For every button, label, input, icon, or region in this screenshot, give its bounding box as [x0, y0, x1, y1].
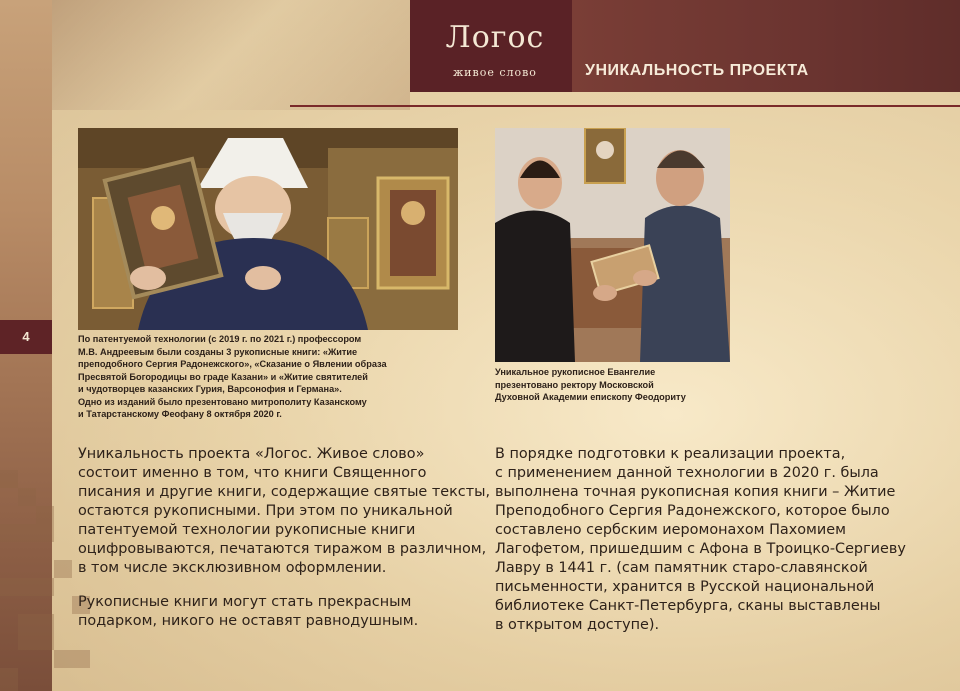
text-line: подарком, никого не оставят равнодушным.: [78, 613, 419, 629]
caption-line: презентовано ректору Московской: [495, 379, 654, 390]
caption-line: и чудотворцев казанских Гурия, Варсонофия и Германа».: [78, 384, 342, 394]
caption-line: Духовной Академии епископу Феодориту: [495, 392, 686, 402]
text-line: Преподобного Сергия Радонежского, которое было: [495, 503, 890, 519]
text-line: патентуемой технологии рукописные книги: [78, 522, 416, 538]
body-paragraph-2: [78, 593, 473, 631]
page-number: 4: [22, 329, 30, 344]
caption-line: Одно из изданий было презентовано митрополиту Казанскому: [78, 396, 367, 407]
text-line: письменности, хранится в Русской национальной: [495, 579, 875, 595]
caption-right: [495, 366, 755, 404]
text-line: составлено сербским иеромонахом Пахомием: [495, 522, 846, 538]
text-line: библиотеке Санкт-Петербурга, сканы выставлены: [495, 598, 881, 614]
logo-title: Логос: [445, 20, 545, 55]
text-line: состоит именно в том, что книги Священного: [78, 465, 427, 481]
text-line: Лавру в 1441 г. (сам памятник старо-славянской: [495, 560, 868, 576]
photo-gospel-presentation: [495, 128, 730, 362]
caption-left: [78, 333, 458, 421]
body-column-right: [495, 445, 915, 635]
body-paragraph-1: [78, 445, 491, 578]
caption-line: М.В. Андреевым были созданы 3 рукописные книги: «Житие: [78, 346, 358, 357]
caption-line: преподобного Сергия Радонежского», «Сказание о Явлении образа: [78, 359, 387, 369]
text-line: Рукописные книги могут стать прекрасным: [78, 594, 412, 610]
caption-line: и Татарстанскому Феофану 8 октября 2020 г.: [78, 409, 282, 419]
body-column-left: [78, 445, 491, 631]
photo-metropolitan-with-book: [78, 128, 458, 330]
text-line: В порядке подготовки к реализации проекта,: [495, 446, 846, 462]
text-line: Лагофетом, пришедшим с Афона в Троицко-Сергиеву: [495, 541, 906, 557]
top-decorative-paper: [52, 0, 410, 110]
text-line: в открытом доступе).: [495, 617, 660, 633]
text-line: оцифровываются, печатаются тиражом в различном,: [78, 541, 487, 557]
text-line: с применением данной технологии в 2020 г. была: [495, 465, 879, 481]
text-line: выполнена точная рукописная копия книги – Житие: [495, 484, 896, 500]
header-divider: [290, 105, 960, 107]
text-line: писания и другие книги, содержащие святые тексты,: [78, 484, 491, 500]
text-line: остаются рукописными. При этом по уникальной: [78, 503, 453, 519]
caption-line: Уникальное рукописное Евангелие: [495, 367, 656, 377]
text-line: Уникальность проекта «Логос. Живое слово»: [78, 446, 425, 462]
caption-line: Пресвятой Богородицы во граде Казани» и «Житие святителей: [78, 371, 368, 382]
logo-subtitle: живое слово: [453, 66, 537, 79]
caption-line: По патентуемой технологии (с 2019 г. по 2021 г.) профессором: [78, 334, 362, 344]
text-line: в том числе эксклюзивном оформлении.: [78, 560, 387, 576]
section-title: УНИКАЛЬНОСТЬ ПРОЕКТА: [585, 62, 809, 79]
